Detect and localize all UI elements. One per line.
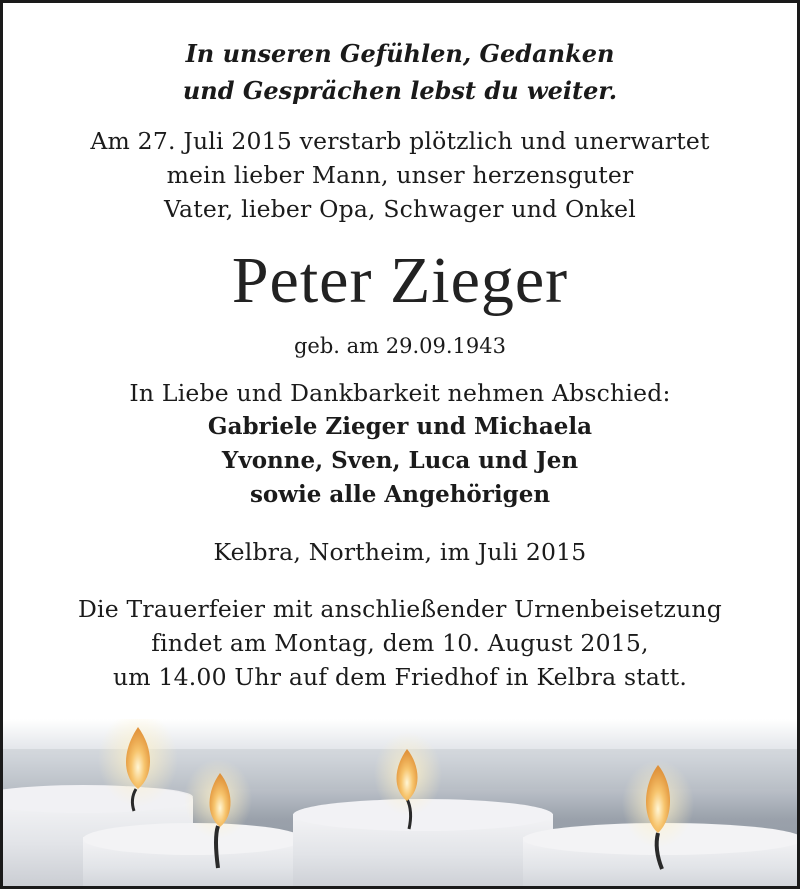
- announcement-line-2: mein lieber Mann, unser herzensguter: [166, 161, 634, 189]
- birth-date: geb. am 29.09.1943: [293, 334, 506, 358]
- ceremony-line-3: um 14.00 Uhr auf dem Friedhof in Kelbra statt.: [112, 663, 688, 691]
- mourners-line-3: sowie alle Angehörigen: [249, 481, 551, 508]
- ceremony-line-2: findet am Montag, dem 10. August 2015,: [151, 629, 649, 657]
- motto-line-2: und Gesprächen lebst du weiter.: [182, 76, 618, 105]
- mourners-line-2: Yvonne, Sven, Luca und Jen: [221, 447, 579, 474]
- ceremony-line-1: Die Trauerfeier mit anschließender Urnenbeisetzung: [78, 595, 722, 623]
- motto: [3, 35, 797, 109]
- deceased-name: Peter Zieger: [231, 244, 569, 317]
- announcement-line-1: Am 27. Juli 2015 verstarb plötzlich und unerwartet: [90, 127, 710, 155]
- candles-image: [3, 719, 797, 886]
- mourners-intro: In Liebe und Dankbarkeit nehmen Abschied:: [129, 379, 671, 407]
- announcement-line-3: Vater, lieber Opa, Schwager und Onkel: [163, 195, 637, 223]
- place-date: Kelbra, Northeim, im Juli 2015: [213, 538, 587, 566]
- motto-line-1: In unseren Gefühlen, Gedanken: [185, 39, 615, 68]
- mourners-line-1: Gabriele Zieger und Michaela: [207, 413, 593, 440]
